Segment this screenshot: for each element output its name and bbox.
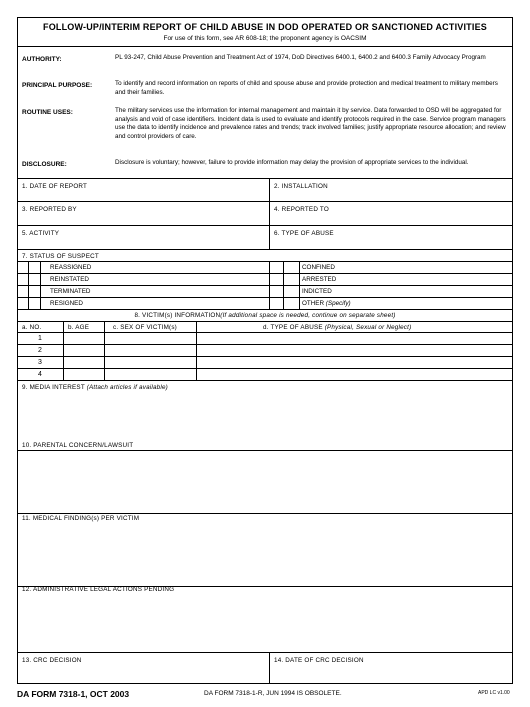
checkbox-reassigned[interactable] bbox=[29, 262, 39, 272]
reported-to-field[interactable] bbox=[271, 214, 511, 224]
victim-age-cells[interactable] bbox=[64, 333, 103, 379]
divider bbox=[18, 297, 512, 298]
victims-heading-note: (If additional space is needed, continue on separate sheet) bbox=[220, 312, 396, 319]
authority-label: AUTHORITY: bbox=[22, 56, 62, 63]
field-label-activity: 5. ACTIVITY bbox=[22, 230, 60, 237]
victim-row-number: 4 bbox=[38, 371, 42, 378]
victim-row-number: 2 bbox=[38, 347, 42, 354]
reported-by-field[interactable] bbox=[19, 214, 269, 224]
activity-field[interactable] bbox=[19, 238, 269, 248]
victim-row-number: 3 bbox=[38, 359, 42, 366]
section-media-interest bbox=[22, 384, 168, 391]
installation-field[interactable] bbox=[271, 190, 511, 200]
divider bbox=[18, 309, 512, 310]
victim-sex-cells[interactable] bbox=[105, 333, 195, 379]
divider bbox=[18, 261, 512, 262]
divider bbox=[40, 261, 41, 309]
checkbox-indicted[interactable] bbox=[284, 286, 298, 296]
divider bbox=[18, 273, 512, 274]
form-title: FOLLOW-UP/INTERIM REPORT OF CHILD ABUSE IN DOD OPERATED OR SANCTIONED ACTIVITIES bbox=[43, 22, 487, 32]
victim-row-number: 1 bbox=[38, 335, 42, 342]
divider bbox=[269, 652, 270, 684]
date-of-crc-decision-field[interactable] bbox=[271, 666, 511, 683]
divider bbox=[18, 513, 512, 514]
checkbox-other[interactable] bbox=[284, 298, 298, 308]
victims-heading bbox=[18, 312, 512, 319]
other-specify-note: (Specify) bbox=[325, 300, 351, 307]
date-of-report-field[interactable] bbox=[19, 190, 269, 200]
divider bbox=[18, 201, 512, 202]
divider bbox=[18, 225, 512, 226]
disclosure-label: DISCLOSURE: bbox=[22, 161, 67, 168]
form-number: DA FORM 7318-1, OCT 2003 bbox=[17, 689, 130, 699]
section-parental-concern: 10. PARENTAL CONCERN/LAWSUIT bbox=[22, 442, 134, 449]
field-label-type-of-abuse: 6. TYPE OF ABUSE bbox=[274, 230, 334, 237]
type-of-abuse-field[interactable] bbox=[271, 238, 511, 248]
field-label-installation: 2. INSTALLATION bbox=[274, 183, 328, 190]
divider bbox=[18, 380, 512, 381]
divider bbox=[18, 178, 512, 179]
divider bbox=[18, 450, 512, 451]
column-header-sex: c. SEX OF VICTIM(s) bbox=[113, 324, 177, 331]
divider bbox=[269, 178, 270, 249]
obsolete-notice: DA FORM 7318-1-R, JUN 1994 IS OBSOLETE. bbox=[204, 690, 342, 697]
divider bbox=[18, 285, 512, 286]
divider bbox=[18, 249, 512, 250]
media-interest-field[interactable] bbox=[19, 394, 511, 448]
section-media-interest-label: 9. MEDIA INTEREST bbox=[22, 384, 85, 391]
status-option-reassigned: REASSIGNED bbox=[50, 264, 92, 271]
column-header-age: b. AGE bbox=[68, 324, 90, 331]
victims-heading-text: 8. VICTIM(s) INFORMATION bbox=[134, 312, 221, 319]
field-label-status-of-suspect: 7. STATUS OF SUSPECT bbox=[22, 253, 99, 260]
status-option-terminated: TERMINATED bbox=[50, 288, 91, 295]
column-header-type bbox=[263, 324, 411, 331]
section-media-interest-note: (Attach articles if available) bbox=[86, 384, 168, 391]
checkbox-reinstated[interactable] bbox=[29, 274, 39, 284]
checkbox-terminated[interactable] bbox=[29, 286, 39, 296]
checkbox-confined[interactable] bbox=[284, 262, 298, 272]
column-header-no: a. NO. bbox=[22, 324, 42, 331]
checkbox-arrested[interactable] bbox=[284, 274, 298, 284]
divider bbox=[18, 46, 512, 47]
section-administrative-legal-actions: 12. ADMINISTRATIVE LEGAL ACTIONS PENDING bbox=[22, 586, 175, 593]
victim-type-cells[interactable] bbox=[197, 333, 511, 379]
form-frame bbox=[17, 17, 513, 684]
divider bbox=[299, 261, 300, 309]
disclosure-text: Disclosure is voluntary; however, failure to provide information may delay the provision of appropriate services to the individual. bbox=[115, 159, 469, 166]
administrative-legal-actions-field[interactable] bbox=[19, 596, 511, 648]
field-label-reported-to: 4. REPORTED TO bbox=[274, 206, 329, 213]
status-option-arrested: ARRESTED bbox=[302, 276, 337, 283]
parental-concern-field[interactable] bbox=[19, 452, 511, 512]
divider bbox=[18, 321, 512, 322]
principal-purpose-label: PRINCIPAL PURPOSE: bbox=[22, 82, 93, 89]
section-medical-findings: 11. MEDICAL FINDING(s) PER VICTIM bbox=[22, 515, 140, 522]
routine-uses-text: The military services use the information for internal management and maintain it by service. Data forwarded to OSD will be aggregated for analysis and void of case identifiers. Incident data is used to evaluate and identify protocols required in the case. Service program managers use the data to identify incidence and prevalence rates and trends; track involved families; justify appropriate resource allocation; and review and control providers of care. bbox=[115, 107, 506, 140]
divider bbox=[269, 261, 270, 309]
field-label-reported-by: 3. REPORTED BY bbox=[22, 206, 77, 213]
checkbox-resigned[interactable] bbox=[29, 298, 39, 308]
status-option-resigned: RESIGNED bbox=[50, 300, 83, 307]
divider bbox=[18, 652, 512, 653]
principal-purpose-text: To identify and record information on reports of child and spouse abuse and provide protection and medical treatment to military members and their families. bbox=[115, 80, 498, 96]
form-subtitle: For use of this form, see AR 608-18; the proponent agency is OACSIM bbox=[163, 35, 367, 42]
medical-findings-field[interactable] bbox=[19, 525, 511, 585]
column-header-type-text: d. TYPE OF ABUSE bbox=[263, 324, 323, 331]
status-option-reinstated: REINSTATED bbox=[50, 276, 89, 283]
section-date-of-crc-decision: 14. DATE OF CRC DECISION bbox=[274, 657, 364, 664]
column-header-type-note: (Physical, Sexual or Neglect) bbox=[324, 324, 412, 331]
status-option-indicted: INDICTED bbox=[302, 288, 332, 295]
routine-uses-label: ROUTINE USES: bbox=[22, 109, 73, 116]
status-option-confined: CONFINED bbox=[302, 264, 335, 271]
version-label: APD LC v1.00 bbox=[478, 690, 510, 696]
status-option-other bbox=[302, 300, 351, 307]
crc-decision-field[interactable] bbox=[19, 666, 268, 683]
authority-text: PL 93-247, Child Abuse Prevention and Treatment Act of 1974, DoD Directives 6400.1, 6400.2 and 6400.3 Family Advocacy Program bbox=[115, 54, 486, 61]
other-label: OTHER bbox=[302, 300, 325, 307]
field-label-date-of-report: 1. DATE OF REPORT bbox=[22, 183, 88, 190]
section-crc-decision: 13. CRC DECISION bbox=[22, 657, 82, 664]
